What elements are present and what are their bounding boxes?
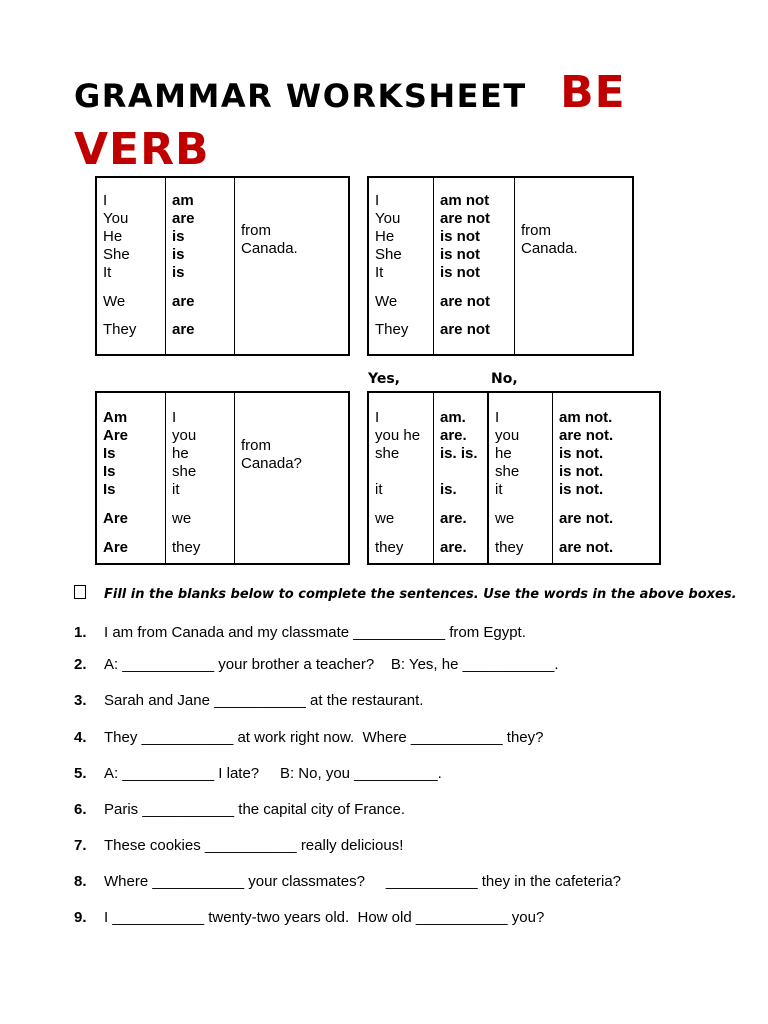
verb: am not (440, 192, 490, 209)
question-text: Sarah and Jane ___________ at the restaurant. (104, 692, 424, 709)
verb: is (172, 246, 185, 263)
verb: am not. (559, 409, 613, 426)
verb-column (97, 393, 165, 557)
subject-column (166, 393, 234, 557)
subject: He (103, 228, 123, 245)
question-text: Where ___________ your classmates? ___________ they in the cafeteria? (104, 873, 622, 890)
verb: is not (440, 228, 480, 245)
no-verb-column (553, 393, 659, 557)
subject: it (172, 481, 180, 498)
verb: Are (103, 539, 129, 556)
verb: are. (440, 539, 467, 556)
verb: are. (440, 510, 467, 527)
instruction-text: Fill in the blanks below to complete the sentences. Use the words in the above boxes. (104, 587, 737, 602)
subject: I (172, 409, 177, 426)
subject: you he (375, 427, 421, 444)
question-item: 1. I am from Canada and my classmate ___________ from Egypt. (74, 624, 526, 641)
question-text: A: ___________ your brother a teacher? B: Yes, he ___________. (104, 656, 559, 673)
question-text: Paris ___________ the capital city of France. (104, 801, 406, 818)
verb: are not. (559, 427, 614, 444)
affirmative-table (95, 176, 350, 356)
subject: He (375, 228, 395, 245)
short-answer-table (367, 391, 661, 565)
verb: is not. (559, 481, 604, 498)
subject: she (495, 463, 520, 480)
sentence-tail: from Canada? (241, 437, 302, 472)
question-item: 3. Sarah and Jane ___________ at the restaurant. (74, 692, 424, 709)
question-text: These cookies ___________ really delicious! (104, 837, 404, 854)
subject: She (375, 246, 402, 263)
question-item: 9. I ___________ twenty-two years old. How old ___________ you? (74, 909, 545, 926)
verb: is not (440, 246, 480, 263)
verb: are (172, 321, 195, 338)
subject: they (375, 539, 404, 556)
subject: She (103, 246, 130, 263)
verb: am (172, 192, 194, 209)
no-subject-column (489, 393, 552, 557)
verb: Is (103, 481, 116, 498)
question-item: 5. A: ___________ I late? B: No, you __________. (74, 765, 442, 782)
subject: we (172, 510, 192, 527)
subject: it (375, 481, 383, 498)
verb: are. (440, 427, 467, 444)
verb: are not (440, 210, 491, 227)
title-main: GRAMMAR WORKSHEET (74, 77, 527, 115)
verb-column (434, 178, 514, 339)
question-text: I ___________ twenty-two years old. How old ___________ you? (104, 909, 545, 926)
question-text: I am from Canada and my classmate ___________ from Egypt. (104, 624, 526, 641)
bullet-icon (74, 585, 86, 599)
subject: they (172, 539, 201, 556)
no-label: No, (491, 371, 518, 387)
subject-column (369, 178, 433, 339)
subject: they (495, 539, 524, 556)
negative-table (367, 176, 634, 356)
question-item: 8. Where ___________ your classmates? ___________ they in the cafeteria? (74, 873, 622, 890)
subject: I (375, 409, 380, 426)
verb: Is (103, 463, 116, 480)
verb: is. is. (440, 445, 478, 462)
subject: It (375, 264, 384, 281)
sentence-tail: from Canada. (521, 222, 578, 257)
yes-verb-column (434, 393, 487, 557)
verb: are not (440, 321, 491, 338)
verb: Am (103, 409, 128, 426)
subject: I (103, 192, 108, 209)
question-item: 6. Paris ___________ the capital city of France. (74, 801, 406, 818)
question-item: 4. They ___________ at work right now. Where ___________ they? (74, 729, 544, 746)
verb-column (166, 178, 234, 339)
subject: I (375, 192, 380, 209)
verb: Is (103, 445, 116, 462)
verb: are not. (559, 510, 614, 527)
yes-label: Yes, (368, 371, 400, 387)
subject: They (375, 321, 409, 338)
question-text: A: ___________ I late? B: No, you __________. (104, 765, 442, 782)
sentence-tail: from Canada. (241, 222, 298, 257)
verb: Are (103, 427, 129, 444)
subject-column (97, 178, 165, 339)
subject: You (103, 210, 129, 227)
verb: are not. (559, 539, 614, 556)
subject: we (375, 510, 395, 527)
instruction (74, 585, 737, 602)
verb: is (172, 228, 185, 245)
verb: is (172, 264, 185, 281)
subject: you (495, 427, 520, 444)
title-topic: BE VERB (74, 67, 626, 175)
subject: he (172, 445, 189, 462)
subject: she (375, 445, 400, 462)
verb: am. (440, 409, 466, 426)
subject: We (103, 293, 126, 310)
verb: is not. (559, 463, 604, 480)
worksheet-title (74, 66, 694, 180)
subject: You (375, 210, 401, 227)
subject: he (495, 445, 512, 462)
question-text: They ___________ at work right now. Where ___________ they? (104, 729, 544, 746)
subject: It (103, 264, 112, 281)
question-item: 2. A: ___________ your brother a teacher? B: Yes, he ___________. (74, 656, 559, 673)
subject: We (375, 293, 398, 310)
verb: is not. (559, 445, 604, 462)
subject: you (172, 427, 197, 444)
verb: are not (440, 293, 491, 310)
verb: is not (440, 264, 480, 281)
yes-subject-column (369, 393, 433, 557)
question-table (95, 391, 350, 565)
verb: are (172, 210, 195, 227)
verb: is. (440, 481, 457, 498)
verb: are (172, 293, 195, 310)
subject: it (495, 481, 503, 498)
question-item: 7. These cookies ___________ really delicious! (74, 837, 404, 854)
subject: we (495, 510, 515, 527)
verb: Are (103, 510, 129, 527)
subject: she (172, 463, 197, 480)
subject: They (103, 321, 137, 338)
subject: I (495, 409, 500, 426)
